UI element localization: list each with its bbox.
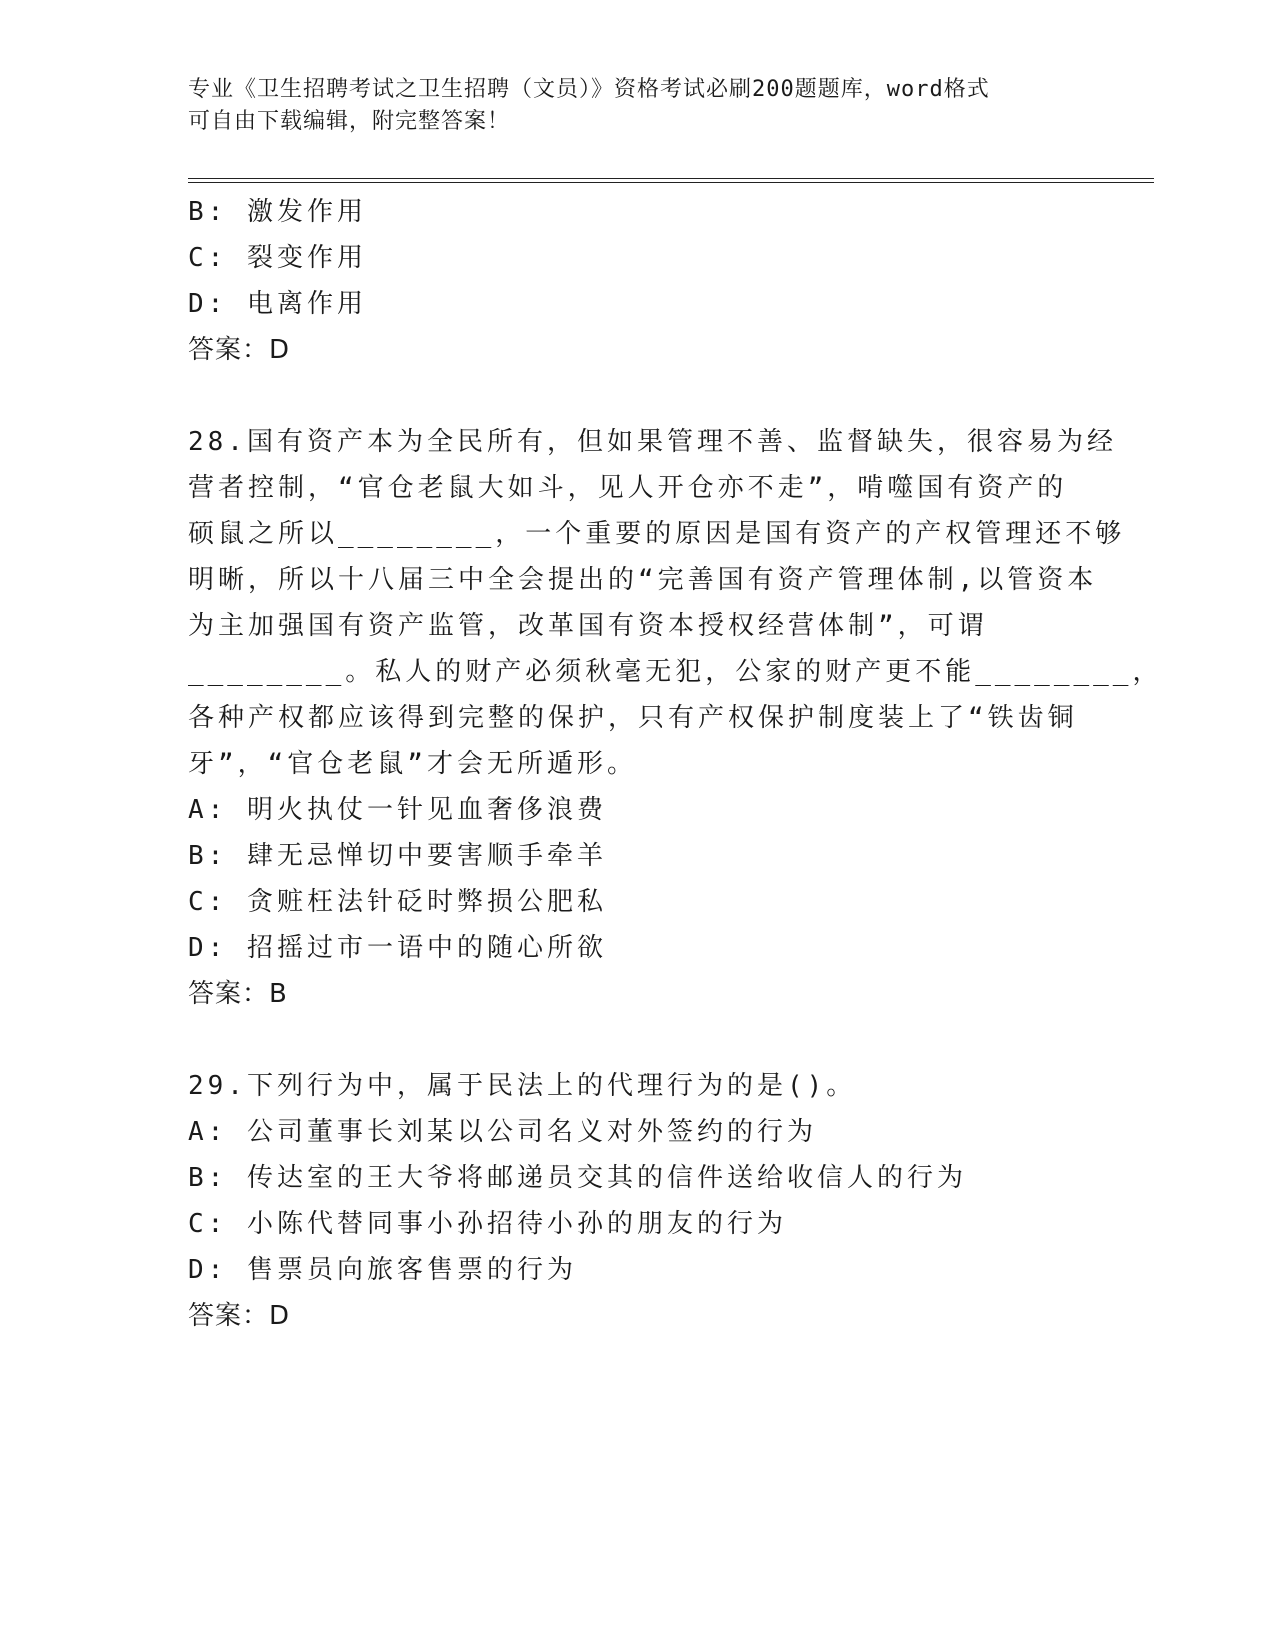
option-b: B: 传达室的王大爷将邮递员交其的信件送给收信人的行为 [188,1163,967,1193]
question-29 [188,1063,1088,1339]
header-divider-top [188,178,1154,179]
option-c: C: 裂变作用 [188,243,367,273]
stem-line: 为主加强国有资产监管，改革国有资本授权经营体制”，可谓 [188,611,988,641]
option-b: B: 激发作用 [188,197,367,227]
question-content [188,189,1163,1339]
header-divider-bottom [188,182,1154,183]
question-27 [188,189,1088,373]
stem-line: 硕鼠之所以________，一个重要的原因是国有资产的产权管理还不够 [188,519,1126,549]
option-d: D: 招摇过市一语中的随心所欲 [188,933,607,963]
option-d: D: 电离作用 [188,289,367,319]
stem-line: ________。私人的财产必须秋毫无犯，公家的财产更不能________， [188,657,1163,687]
option-a: A: 明火执仗一针见血奢侈浪费 [188,795,607,825]
header-line-1: 专业《卫生招聘考试之卫生招聘（文员）》资格考试必刷200题题库，word格式 [188,77,990,102]
answer: 答案：B [188,979,288,1009]
document-header [188,74,1088,138]
stem-line: 营者控制，“官仓老鼠大如斗，见人开仓亦不走”，啃噬国有资产的 [188,473,1068,503]
option-a: A: 公司董事长刘某以公司名义对外签约的行为 [188,1117,817,1147]
option-c: C: 贪赃枉法针砭时弊损公肥私 [188,887,607,917]
answer: 答案：D [188,1301,291,1331]
stem-line: 牙”，“官仓老鼠”才会无所遁形。 [188,749,637,779]
stem-line: 各种产权都应该得到完整的保护，只有产权保护制度装上了“铁齿铜 [188,703,1078,733]
question-stem: 29.下列行为中，属于民法上的代理行为的是()。 [188,1071,857,1101]
stem-line: 28.国有资产本为全民所有，但如果管理不善、监督缺失，很容易为经 [188,427,1117,457]
stem-line: 明晰，所以十八届三中全会提出的“完善国有资产管理体制,以管资本 [188,565,1098,595]
header-line-2: 可自由下载编辑，附完整答案！ [188,109,511,134]
option-c: C: 小陈代替同事小孙招待小孙的朋友的行为 [188,1209,787,1239]
question-28 [188,419,1163,1017]
spacer [188,373,1088,419]
answer: 答案：D [188,335,291,365]
option-d: D: 售票员向旅客售票的行为 [188,1255,577,1285]
option-b: B: 肆无忌惮切中要害顺手牵羊 [188,841,607,871]
question-stem [188,419,1163,787]
spacer [188,1017,1088,1063]
